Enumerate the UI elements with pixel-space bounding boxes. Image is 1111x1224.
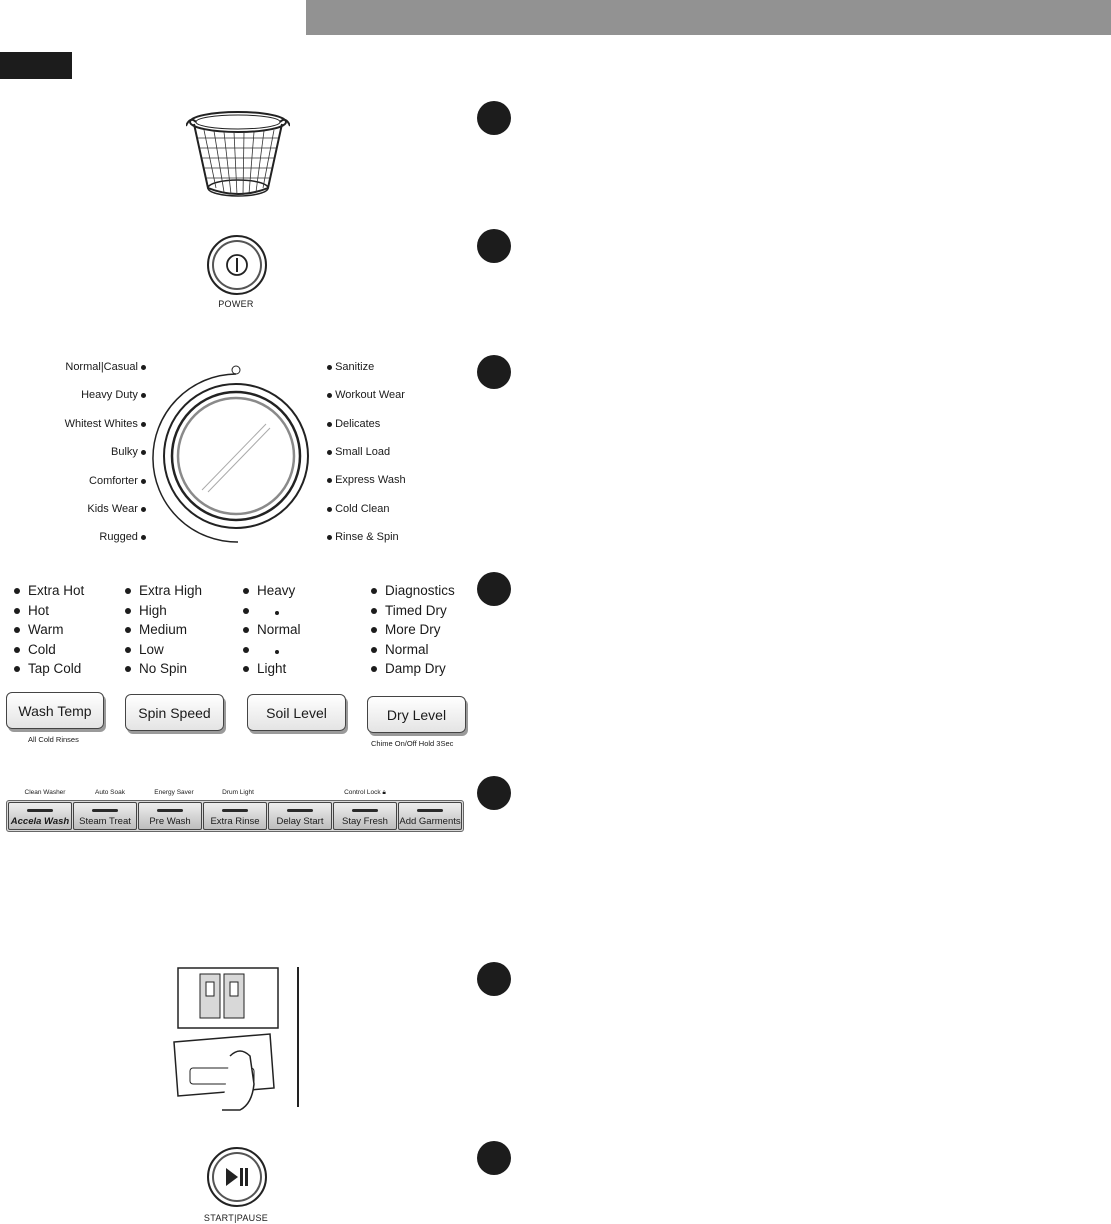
option-label: Tap Cold	[28, 661, 82, 676]
option-label: Extra High	[139, 583, 203, 598]
cycle-dot	[141, 535, 146, 540]
soil-level-options	[243, 581, 301, 679]
cycle-kids-wear: Kids Wear	[87, 503, 138, 515]
option-label: Timed Dry	[385, 602, 447, 618]
cycle-small-load: Small Load	[335, 446, 391, 458]
option-label: Medium	[139, 622, 188, 637]
cycle-dot	[141, 507, 146, 512]
cycle-rinse-spin: Rinse & Spin	[335, 531, 399, 543]
strip-label-energy-saver: Energy Saver	[154, 789, 194, 796]
pre-wash-button[interactable]: Pre Wash	[138, 802, 202, 830]
option-label: No Spin	[139, 661, 188, 676]
cycle-dot	[327, 422, 332, 427]
steam-treat-button[interactable]: Steam Treat	[73, 802, 137, 830]
spin-speed-options	[125, 581, 202, 679]
cycle-dot	[141, 422, 146, 427]
option-label: Light	[257, 661, 287, 676]
cycle-express-wash: Express Wash	[335, 474, 406, 486]
add-garments-button[interactable]: Add Garments	[398, 802, 462, 830]
step-marker	[477, 776, 511, 810]
step-marker	[477, 101, 511, 135]
cycle-dot	[141, 450, 146, 455]
cycle-cold-clean: Cold Clean	[335, 503, 390, 515]
cycle-dot	[327, 393, 332, 398]
delay-start-button[interactable]: Delay Start	[268, 802, 332, 830]
step-marker	[477, 1141, 511, 1175]
cycle-dot	[327, 365, 332, 370]
cycle-dot	[327, 507, 332, 512]
dial-indicator-icon	[232, 366, 240, 374]
option-label: High	[139, 602, 167, 618]
cycle-delicates: Delicates	[335, 418, 381, 430]
power-button[interactable]	[207, 235, 267, 295]
option-label: Hot	[28, 602, 50, 618]
wash-temp-button[interactable]: Wash Temp	[6, 692, 104, 729]
cycle-sanitize: Sanitize	[335, 361, 375, 373]
option-label: Normal	[385, 641, 429, 657]
play-pause-icon	[224, 1166, 250, 1188]
power-caption: POWER	[218, 299, 254, 309]
divider-line	[297, 967, 299, 1107]
cycle-normal-casual: Normal|Casual	[65, 361, 138, 373]
cycle-dot	[327, 450, 332, 455]
power-icon	[224, 252, 250, 278]
option-label: More Dry	[385, 622, 441, 637]
wash-temp-options	[14, 581, 84, 679]
cycle-whitest-whites: Whitest Whites	[64, 418, 138, 430]
section-tab	[0, 52, 72, 79]
cycle-workout-wear: Workout Wear	[335, 389, 405, 401]
dry-level-sublabel: Chime On/Off Hold 3Sec	[371, 739, 454, 748]
cycle-dot	[141, 479, 146, 484]
start-pause-caption: START|PAUSE	[203, 1213, 269, 1223]
cycle-bulky: Bulky	[111, 446, 138, 458]
header-bar	[306, 0, 1111, 35]
cycle-dot	[141, 393, 146, 398]
option-button-strip	[6, 800, 464, 832]
option-label: Low	[139, 641, 164, 657]
option-label: Damp Dry	[385, 661, 446, 676]
stay-fresh-button[interactable]: Stay Fresh	[333, 802, 397, 830]
option-label: Extra Hot	[28, 583, 85, 598]
extra-rinse-button[interactable]: Extra Rinse	[203, 802, 267, 830]
dispenser-illustration	[170, 964, 282, 1114]
option-label: Diagnostics	[385, 583, 455, 598]
option-label: Cold	[28, 641, 56, 657]
dry-level-options	[371, 581, 455, 679]
lock-icon: 🔒︎	[382, 789, 386, 796]
option-label: Normal	[257, 622, 301, 637]
cycle-dot	[141, 365, 146, 370]
option-label: Heavy	[257, 583, 296, 598]
accela-wash-button[interactable]: Accela Wash	[8, 802, 72, 830]
start-pause-button[interactable]	[207, 1147, 267, 1207]
step-marker	[477, 229, 511, 263]
strip-label-auto-soak: Auto Soak	[95, 789, 125, 796]
step-marker	[477, 962, 511, 996]
cycle-rugged: Rugged	[99, 531, 138, 543]
wash-temp-sublabel: All Cold Rinses	[28, 735, 79, 744]
soil-level-button[interactable]: Soil Level	[247, 694, 346, 731]
option-label: Warm	[28, 622, 64, 637]
step-marker	[477, 355, 511, 389]
dry-level-button[interactable]: Dry Level	[367, 696, 466, 733]
cycle-heavy-duty: Heavy Duty	[81, 389, 138, 401]
strip-label-drum-light: Drum Light	[222, 789, 254, 796]
cycle-dot	[327, 535, 332, 540]
cycle-comforter: Comforter	[89, 475, 138, 487]
basket-icon	[186, 108, 290, 204]
strip-label-control-lock: Control Lock 🔒︎	[344, 789, 386, 796]
cycle-dot	[327, 478, 332, 483]
spin-speed-button[interactable]: Spin Speed	[125, 694, 224, 731]
cycle-selector-knob[interactable]	[152, 362, 324, 544]
strip-label-clean-washer: Clean Washer	[24, 789, 66, 796]
step-marker	[477, 572, 511, 606]
